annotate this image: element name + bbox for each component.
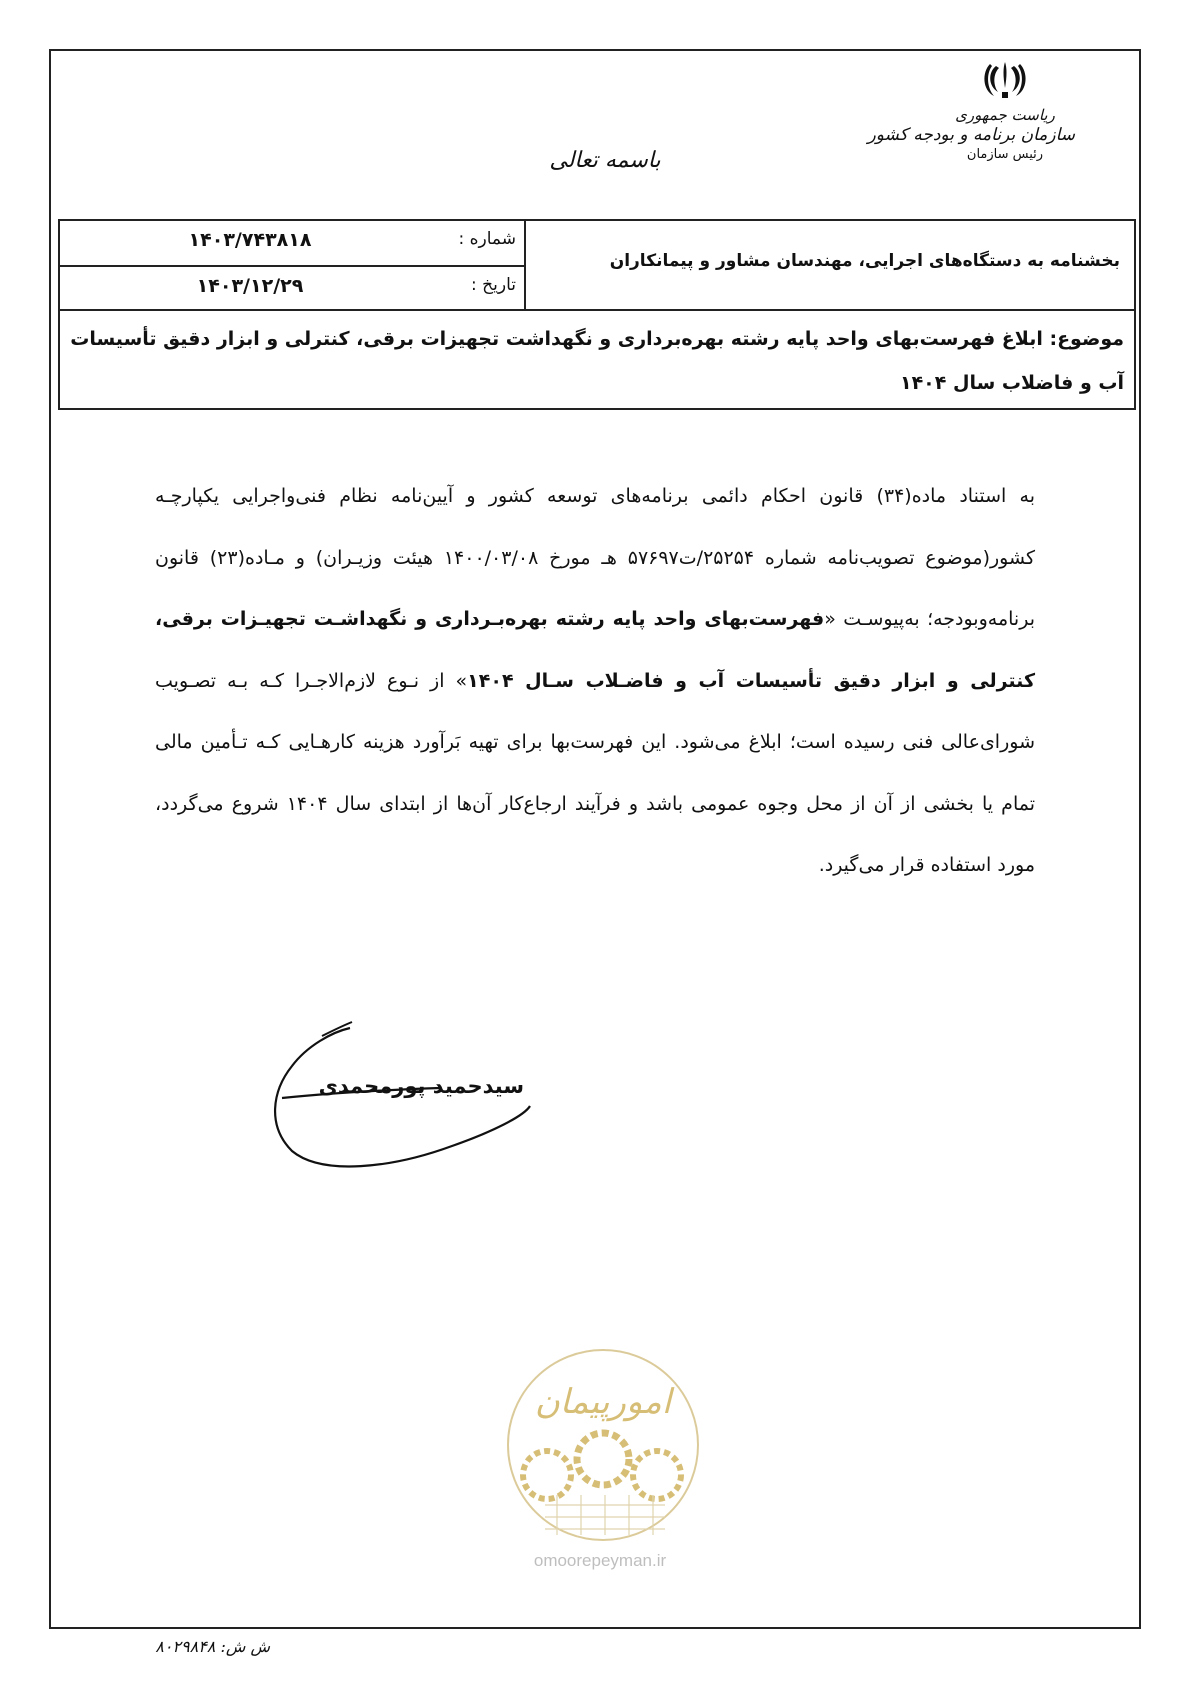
date-value: ۱۴۰۳/۱۲/۲۹ [196,275,304,297]
number-label: شماره : [458,229,516,249]
signature-block [262,1016,552,1176]
iran-emblem-icon [982,58,1028,102]
number-row [60,221,524,267]
watermark-logo [485,1335,715,1595]
subject [60,309,1134,408]
date-row [60,267,524,311]
subject-line-1: موضوع: ابلاغ فهرست‌بهای واحد پایه رشته بهره‌برداری و نگهداشت تجهیزات برقی، کنترلی و ابزار دقیق تأسیسات [70,328,1124,350]
organization-header [867,58,1075,208]
subject-line-2: آب و فاضلاب سال ۱۴۰۴ [899,372,1124,394]
invocation: باسمه تعالی [549,148,661,173]
recipients: بخشنامه به دستگاه‌های اجرایی، مهندسان مشاور و پیمانکاران [609,251,1120,271]
gear-emblem-icon [485,1335,715,1545]
org-line-head: رئیس سازمان [966,147,1044,162]
letter-meta [60,221,526,311]
body-text-part1: به استناد ماده(۳۴) قانون احکام دائمی برنامه‌های توسعه کشور و آیین‌نامه نظام فنی‌واجرایی یکپارچـه کشور(موضوع تصویب‌نامه شماره ۲۵۲۵۴/ت۵۷۶۹۷ هـ مورخ ۱۴۰۰/۰۳/۰۸ هیئت وزیـران) و مـاده(۲۳) قانون برنامه‌وبودجه؛ به‌پیوسـت « [155,485,1035,630]
org-line-organization: سازمان برنامه و بودجه کشور [867,125,1075,145]
letter-body [155,466,1035,897]
signer-name: سیدحمید پورمحمدی [318,1074,524,1098]
date-label: تاریخ : [471,275,516,295]
body-text-bold: فهرست‌بهای واحد پایه رشته بهره‌بـرداری و نگهداشـت تجهیـزات برقی، کنترلی و ابزار دقیق تأسیسات آب و فاضـلاب سـال ۱۴۰۴ [155,608,1035,692]
watermark-url: omoorepeyman.ir [533,1551,667,1570]
number-value: ۱۴۰۳/۷۴۳۸۱۸ [188,229,312,251]
letter-header-box [58,219,1136,410]
serial-number: ش ش: ۸۰۲۹۸۴۸ [155,1637,270,1656]
watermark-brand: امورپیمان [534,1382,672,1422]
body-text-part2: » از نـوع لازم‌الاجـرا کـه بـه تصـویب شورای‌عالی فنی رسیده است؛ ابلاغ می‌شود. این فهرست‌بها برای تهیه بَرآورد هزینه کارهـایی کـه تـأمین مالی تمام یا بخشی از آن از محل وجوه عمومی باشد و فرآیند ارجاع‌کار آن‌ها از ابتدای سال ۱۴۰۴ شروع می‌گردد، مورد استفاده قرار می‌گیرد. [155,669,1036,876]
org-line-presidency: ریاست جمهوری [955,106,1055,124]
